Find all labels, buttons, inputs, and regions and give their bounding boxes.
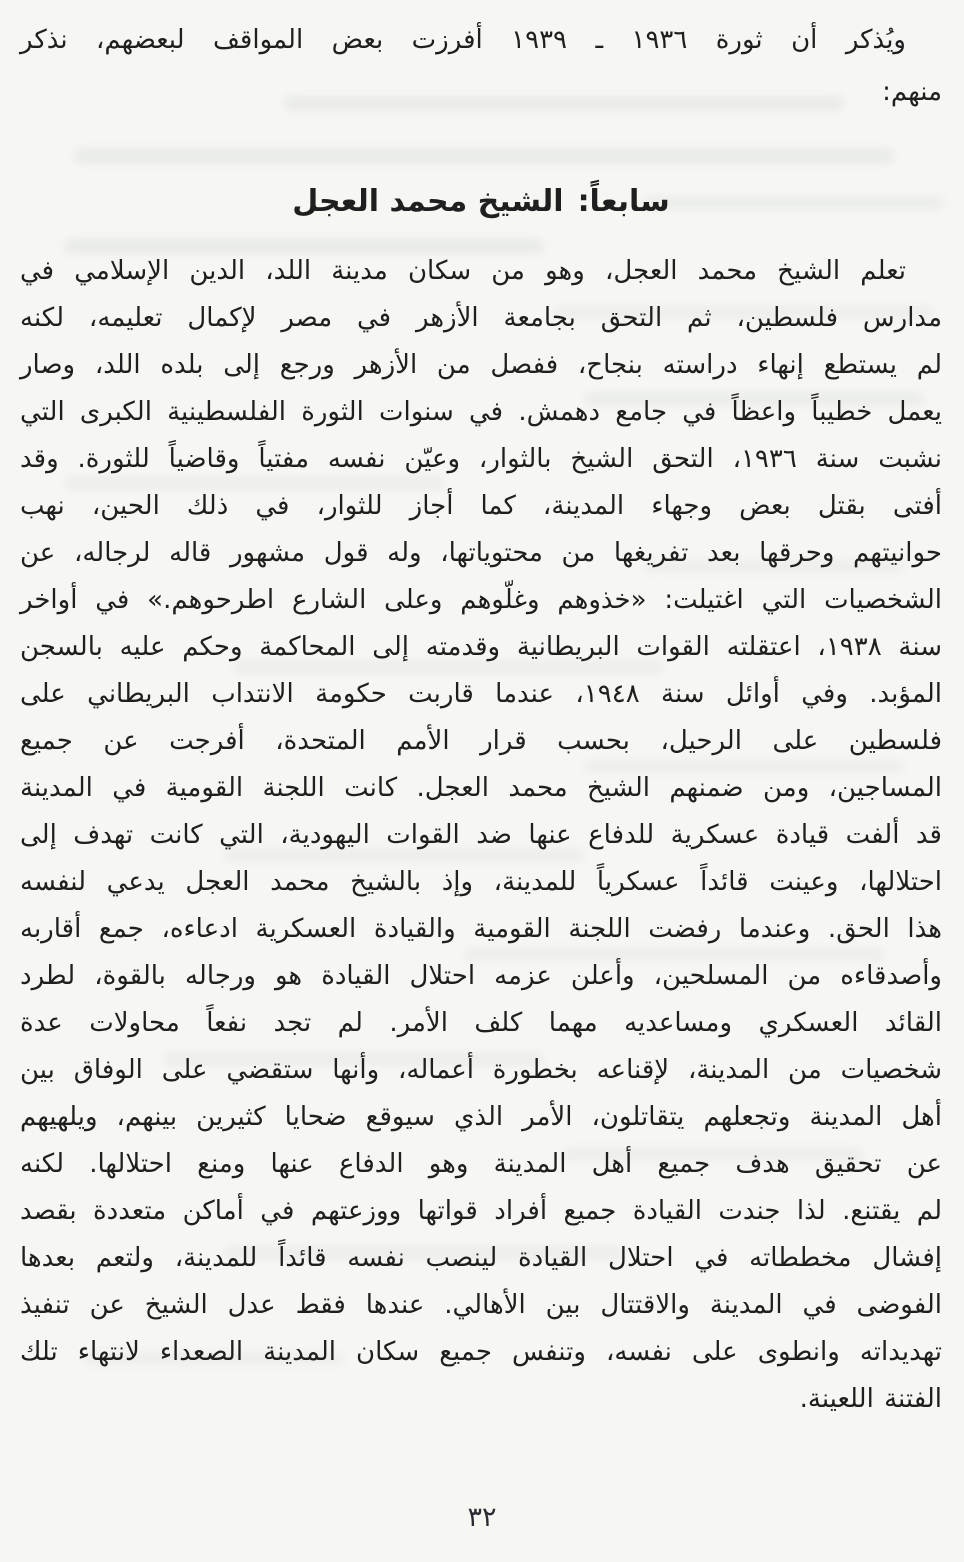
body-line: قد ألفت قيادة عسكرية للدفاع عنها ضد القوات اليهودية، التي كانت تهدف إلى <box>20 820 942 850</box>
body-line: شخصيات من المدينة، لإقناعه بخطورة أعماله، وأنها ستقضي على الوفاق بين <box>20 1055 942 1085</box>
body-line: فلسطين على الرحيل، بحسب قرار الأمم المتحدة، أفرجت عن جميع <box>20 726 942 756</box>
body-line: احتلالها، وعينت قائداً عسكرياً للمدينة، وإذ بالشيخ محمد العجل يدعي لنفسه <box>20 867 942 897</box>
body-line: القائد العسكري ومساعديه مهما كلف الأمر. لم تجد نفعاً محاولات عدة <box>20 1008 942 1038</box>
body-line: الشخصيات التي اغتيلت: «خذوهم وغلّوهم وعلى الشارع اطرحوهم.» في أواخر <box>20 585 942 615</box>
intro-paragraph <box>20 14 942 118</box>
body-line: أفتى بقتل بعض وجهاء المدينة، كما أجاز للثوار، في ذلك الحين، نهب <box>20 491 942 521</box>
body-line: لم يستطع إنهاء دراسته بنجاح، ففصل من الأزهر ورجع إلى بلده اللد، وصار <box>20 350 942 380</box>
body-line: إفشال مخططاته في احتلال القيادة لينصب نفسه قائداً للمدينة، ولتعم بعدها <box>20 1243 942 1273</box>
body-line: هذا الحق. وعندما رفضت اللجنة القومية والقيادة العسكرية ادعاءه، جمع أقاربه <box>20 914 942 944</box>
body-line: حوانيتهم وحرقها بعد تفريغها من محتوياتها، وله قول مشهور قاله لرجاله، عن <box>20 538 942 568</box>
section-heading-ordinal: سابعاً: <box>577 184 670 219</box>
body-line: أهل المدينة وتجعلهم يتقاتلون، الأمر الذي سيوقع ضحايا كثيرين بينهم، ويلهيهم <box>20 1102 942 1132</box>
body-line: وأصدقاءه من المسلحين، وأعلن عزمه احتلال القيادة هو ورجاله بالقوة، لطرد <box>20 961 942 991</box>
section-heading <box>20 180 942 224</box>
body-line: سنة ١٩٣٨، اعتقلته القوات البريطانية وقدمته إلى المحاكمة وحكم عليه بالسجن <box>20 632 942 662</box>
body-line: لم يقتنع. لذا جندت القيادة جميع أفراد قواتها ووزعتهم في أماكن متعددة بقصد <box>20 1196 942 1226</box>
body-line: الفوضى في المدينة والاقتتال بين الأهالي. عندها فقط عدل الشيخ عن تنفيذ <box>20 1290 942 1320</box>
body-line: نشبت سنة ١٩٣٦، التحق الشيخ بالثوار، وعيّن نفسه مفتياً وقاضياً للثورة. وقد <box>20 444 942 474</box>
body-line: مدارس فلسطين، ثم التحق بجامعة الأزهر في مصر لإكمال تعليمه، لكنه <box>20 303 942 333</box>
body-line: الفتنة اللعينة. <box>799 1384 942 1414</box>
body-line: المساجين، ومن ضمنهم الشيخ محمد العجل. كانت اللجنة القومية في المدينة <box>20 773 942 803</box>
section-heading-title: الشيخ محمد العجل <box>292 184 564 219</box>
body-line: المؤبد. وفي أوائل سنة ١٩٤٨، عندما قاربت حكومة الانتداب البريطاني على <box>20 679 942 709</box>
intro-line-1: ويُذكر أن ثورة ١٩٣٦ ـ ١٩٣٩ أفرزت بعض المواقف لبعضهم، نذكر <box>20 25 906 55</box>
page-number: ٣٢ <box>467 1502 497 1533</box>
body-line: عن تحقيق هدف جميع أهل المدينة وهو الدفاع عنها ومنع احتلالها. لكنه <box>20 1149 942 1179</box>
body-line: تهديداته وانطوى على نفسه، وتنفس جميع سكان المدينة الصعداء لانتهاء تلك <box>20 1337 942 1367</box>
body-line: يعمل خطيباً واعظاً في جامع دهمش. في سنوات الثورة الفلسطينية الكبرى التي <box>20 397 942 427</box>
body-paragraph <box>20 248 942 1423</box>
body-line: تعلم الشيخ محمد العجل، وهو من سكان مدينة اللد، الدين الإسلامي في <box>20 256 906 286</box>
intro-line-2: منهم: <box>882 77 942 107</box>
